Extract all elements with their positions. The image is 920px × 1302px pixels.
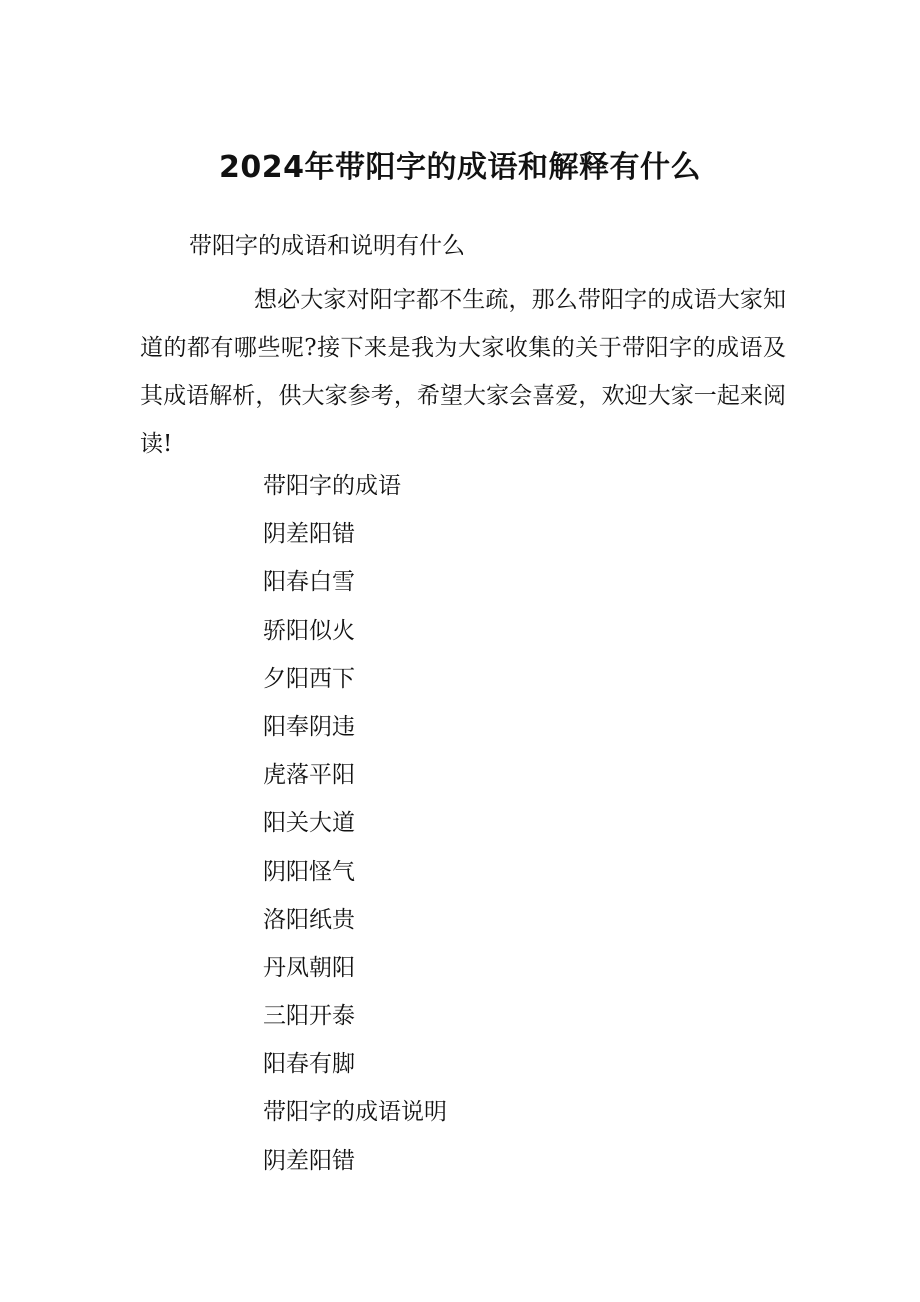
list-item: 虎落平阳 [263, 762, 355, 789]
list-item: 洛阳纸贵 [263, 906, 355, 933]
document-subtitle: 带阳字的成语和说明有什么 [189, 233, 465, 259]
list-item: 阳关大道 [263, 810, 355, 837]
list-item: 三阳开泰 [263, 1003, 355, 1030]
list-item: 阳奉阴违 [263, 713, 355, 740]
list-item: 阳春白雪 [263, 569, 355, 596]
list-item: 骄阳似火 [263, 617, 355, 644]
idiom-list [263, 462, 447, 1185]
list-item: 带阳字的成语说明 [263, 1099, 447, 1126]
list-item: 阴差阳错 [263, 521, 355, 548]
list-item: 丹凤朝阳 [263, 954, 355, 981]
list-item: 阴阳怪气 [263, 858, 355, 885]
list-item: 阴差阳错 [263, 1147, 355, 1174]
document-title: 2024年带阳字的成语和解释有什么 [219, 150, 701, 185]
list-item: 夕阳西下 [263, 665, 355, 692]
intro-paragraph: 想必大家对阳字都不生疏，那么带阳字的成语大家知道的都有哪些呢?接下来是我为大家收集的关于带阳字的成语及其成语解析，供大家参考，希望大家会喜爱，欢迎大家一起来阅读! [140, 287, 786, 457]
list-item: 带阳字的成语 [263, 473, 401, 499]
list-item: 阳春有脚 [263, 1051, 355, 1078]
